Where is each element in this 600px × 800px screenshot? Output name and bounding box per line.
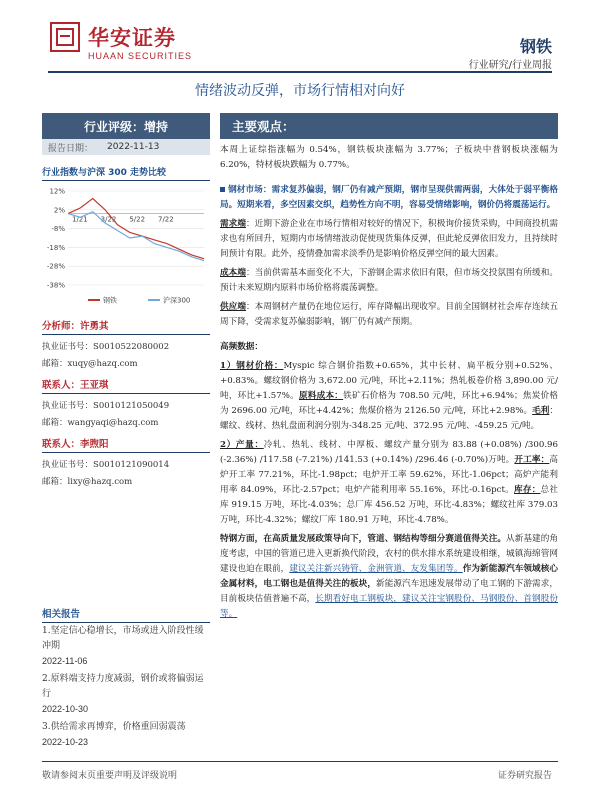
rate-label: 开工率： <box>514 455 550 465</box>
sidebar <box>42 113 210 487</box>
related-report-date: 2022-11-06 <box>42 656 88 666</box>
supply-paragraph <box>220 300 558 330</box>
y-tick-label: -28% <box>46 262 65 271</box>
report-date-label: 报告日期： <box>48 143 94 154</box>
chart-title: 行业指数与沪深 300 走势比较 <box>42 165 210 181</box>
demand-text: ：近期下游企业在市场行情相对较好的情况下，积极询价接货采购，中间商投机需求也有所回升，短期内市场情绪波动促使现货集体反弹，但此轮反弹依旧发力，且持续时间预计有限。此外，疫情叠加需求淡季仍是影响价格反弹空间的最大因素。 <box>220 219 558 259</box>
summary-paragraph: 本周上证综指涨幅为 0.54%，钢铁板块涨幅为 3.77%；子板块中普钢板块涨幅为 6.20%，特材板块跌幅为 0.77%。 <box>220 145 558 170</box>
contact2-cert: 执业证书号：S0010121090014 <box>42 460 170 470</box>
rate-text: 高炉开工率 77.21%，环比-1.98pct；电炉开工率 59.62%，环比-1.06pct；高炉产能利用率 84.09%，环比-2.57pct；电炉产能利用率 55.16%，环比-0.16pct。 <box>220 455 558 495</box>
y-tick-label: -8% <box>51 225 65 234</box>
y-tick-label: -18% <box>46 243 65 252</box>
related-report-title[interactable]: 2.原料端支持力度减弱，钢价或将偏弱运行 <box>42 674 204 699</box>
cost-text: ：当前供需基本面变化不大，下游钢企需求依旧有限，但市场交投氛围有所缓和。预计未来短期内原料市场价格将震荡调整。 <box>220 268 558 293</box>
x-tick-label: 3/22 <box>100 215 117 224</box>
related-report-title[interactable]: 1.坚定信心稳增长，市场或进入阶段性缓冲期 <box>42 626 204 651</box>
x-tick-label: 5/22 <box>129 215 146 224</box>
raw-text: 铁矿石价格为 708.50 元/吨，环比+6.94%；焦炭价格为 2696.00 元/吨，环比+4.42%；焦煤价格为 2126.50 元/吨，环比+2.98%。 <box>220 391 558 416</box>
logo-en: HUAAN SECURITIES <box>88 51 193 61</box>
raw-label: 原料成本： <box>298 391 344 401</box>
main-content <box>220 113 558 622</box>
footer-disclaimer: 敬请参阅末页重要声明及评级说明 <box>42 771 178 781</box>
related-reports-list <box>42 624 210 753</box>
legend-label: 沪深300 <box>163 296 191 305</box>
price-paragraph <box>220 359 558 434</box>
special-highlight-2: 长期看好电工钢板块，建议关注宝钢股份、马钢股份、首钢股份等。 <box>220 594 558 619</box>
x-tick-label: 7/22 <box>158 215 174 224</box>
header-divider <box>48 71 552 73</box>
contact2-email[interactable]: 邮箱：lixy@hazq.com <box>42 477 133 487</box>
output-paragraph <box>220 438 558 528</box>
output-text: 冷轧、热轧、线材、中厚板、螺纹产量分别为 83.88 (+0.08%) /300.96 (-2.36%) /117.58 (-7.21%) /141.53 (+0.14%) /296.46 (-0.70%)万吨。 <box>220 440 558 465</box>
supply-label: 供应端 <box>220 302 247 312</box>
industry-rating: 行业评级：增持 <box>42 113 210 139</box>
x-tick-label: 1/21 <box>72 215 88 224</box>
related-report[interactable] <box>42 720 210 750</box>
report-date-value: 2022-11-13 <box>107 142 160 152</box>
analyst-cert: 执业证书号：S0010522080002 <box>42 342 170 352</box>
market-lead: 钢材市场：需求复苏偏弱，钢厂仍有减产预期，钢市呈现供需两弱，大体处于弱平衡格局。短期来看，多空因素交织，趋势性方向不明，容易受情绪影响，钢价仍将震荡运行。 <box>220 185 558 210</box>
report-date-row <box>42 139 210 155</box>
inv-label: 库存： <box>514 485 541 495</box>
bullet-icon <box>220 187 225 192</box>
page-title: 情绪波动反弹，市场行情相对向好 <box>195 83 405 99</box>
contact1-cert: 执业证书号：S0010121050049 <box>42 401 170 411</box>
y-tick-label: 2% <box>53 206 65 215</box>
special-text: 从新基建的角度考虑，中国的管道已进入更新换代阶段，农村的供水排水系统建设相继，城镇海绵管网建设也迫在眼前， <box>220 534 558 574</box>
price-text: Myspic 综合钢价指数+0.65%，其中长材、扁平板分别+0.52%、+0.83%。螺纹钢价格为 3,672.00 元/吨，环比+2.11%；热轧板卷价格 3,890.00 元/吨，环比+1.57%。 <box>220 361 558 401</box>
seal-icon <box>50 22 80 52</box>
related-report-date: 2022-10-23 <box>42 737 89 747</box>
related-report-title[interactable]: 3.供给需求再博弈，价格重回弱震荡 <box>42 722 186 732</box>
company-logo <box>50 22 200 66</box>
output-label: 2）产量： <box>220 440 264 450</box>
analyst-head: 分析师：许勇其 <box>42 318 210 335</box>
y-tick-label: -38% <box>46 281 65 290</box>
demand-paragraph <box>220 217 558 262</box>
related-reports-head: 相关报告 <box>42 606 210 623</box>
contact2-head: 联系人：李煦阳 <box>42 436 210 453</box>
cost-paragraph <box>220 266 558 296</box>
footer-label: 证券研究报告 <box>497 771 552 781</box>
profit-text: ：螺纹、线材、热轧盘面利润分别为-348.25 元/吨、372.95 元/吨、-459.25 元/吨。 <box>220 406 558 431</box>
analyst-email[interactable]: 邮箱：xuqy@hazq.com <box>42 359 138 369</box>
contact1-email[interactable]: 邮箱：wangyaqi@hazq.com <box>42 418 159 428</box>
special-highlight-1: 建议关注新兴铸管、金洲管道、友发集团等。 <box>289 564 463 574</box>
price-label: 1）钢材价格： <box>220 361 284 371</box>
contact1-head: 联系人：王亚琪 <box>42 377 210 394</box>
related-report[interactable] <box>42 624 210 669</box>
special-text-2: 新能源汽车迅速发展带动了电工钢的下游需求，目前板块估值普遍不高， <box>220 579 558 604</box>
related-report[interactable] <box>42 672 210 717</box>
y-tick-label: 12% <box>49 187 65 196</box>
market-paragraph <box>220 183 558 213</box>
footer-divider <box>42 761 558 762</box>
doc-type: 行业研究/行业周报 <box>468 60 552 71</box>
cost-label: 成本端 <box>220 268 247 278</box>
logo-cn: 华安证券 <box>88 25 176 50</box>
supply-text: ：本周钢材产量仍在地位运行，库存降幅出现收窄。目前全国钢材社会库存连续五周下降，受需求复苏偏弱影响，钢厂仍有减产预期。 <box>220 302 558 327</box>
demand-label: 需求端 <box>220 219 247 229</box>
hf-head: 高频数据： <box>220 342 263 352</box>
inv-text: 总社库 919.15 万吨，环比-4.03%；总厂库 456.52 万吨，环比-4.83%；螺纹社库 379.03 万吨，环比-4.32%；螺纹厂库 180.91 万吨，环比-4.78%。 <box>220 485 558 525</box>
index-chart-svg <box>42 185 210 310</box>
related-report-date: 2022-10-30 <box>42 704 89 714</box>
sector-label: 钢铁 <box>519 37 552 56</box>
main-points-head: 主要观点： <box>220 113 558 139</box>
index-chart <box>42 185 210 310</box>
special-paragraph <box>220 532 558 622</box>
special-lead: 特钢方面，在高质量发展政策导向下，管道、钢结构等细分赛道值得关注。 <box>220 534 507 544</box>
profit-label: 毛利 <box>532 406 550 416</box>
special-lead-2: 作为新能源汽车领域核心金属材料，电工钢也是值得关注的板块， <box>220 564 558 589</box>
legend-label: 钢铁 <box>103 296 117 305</box>
